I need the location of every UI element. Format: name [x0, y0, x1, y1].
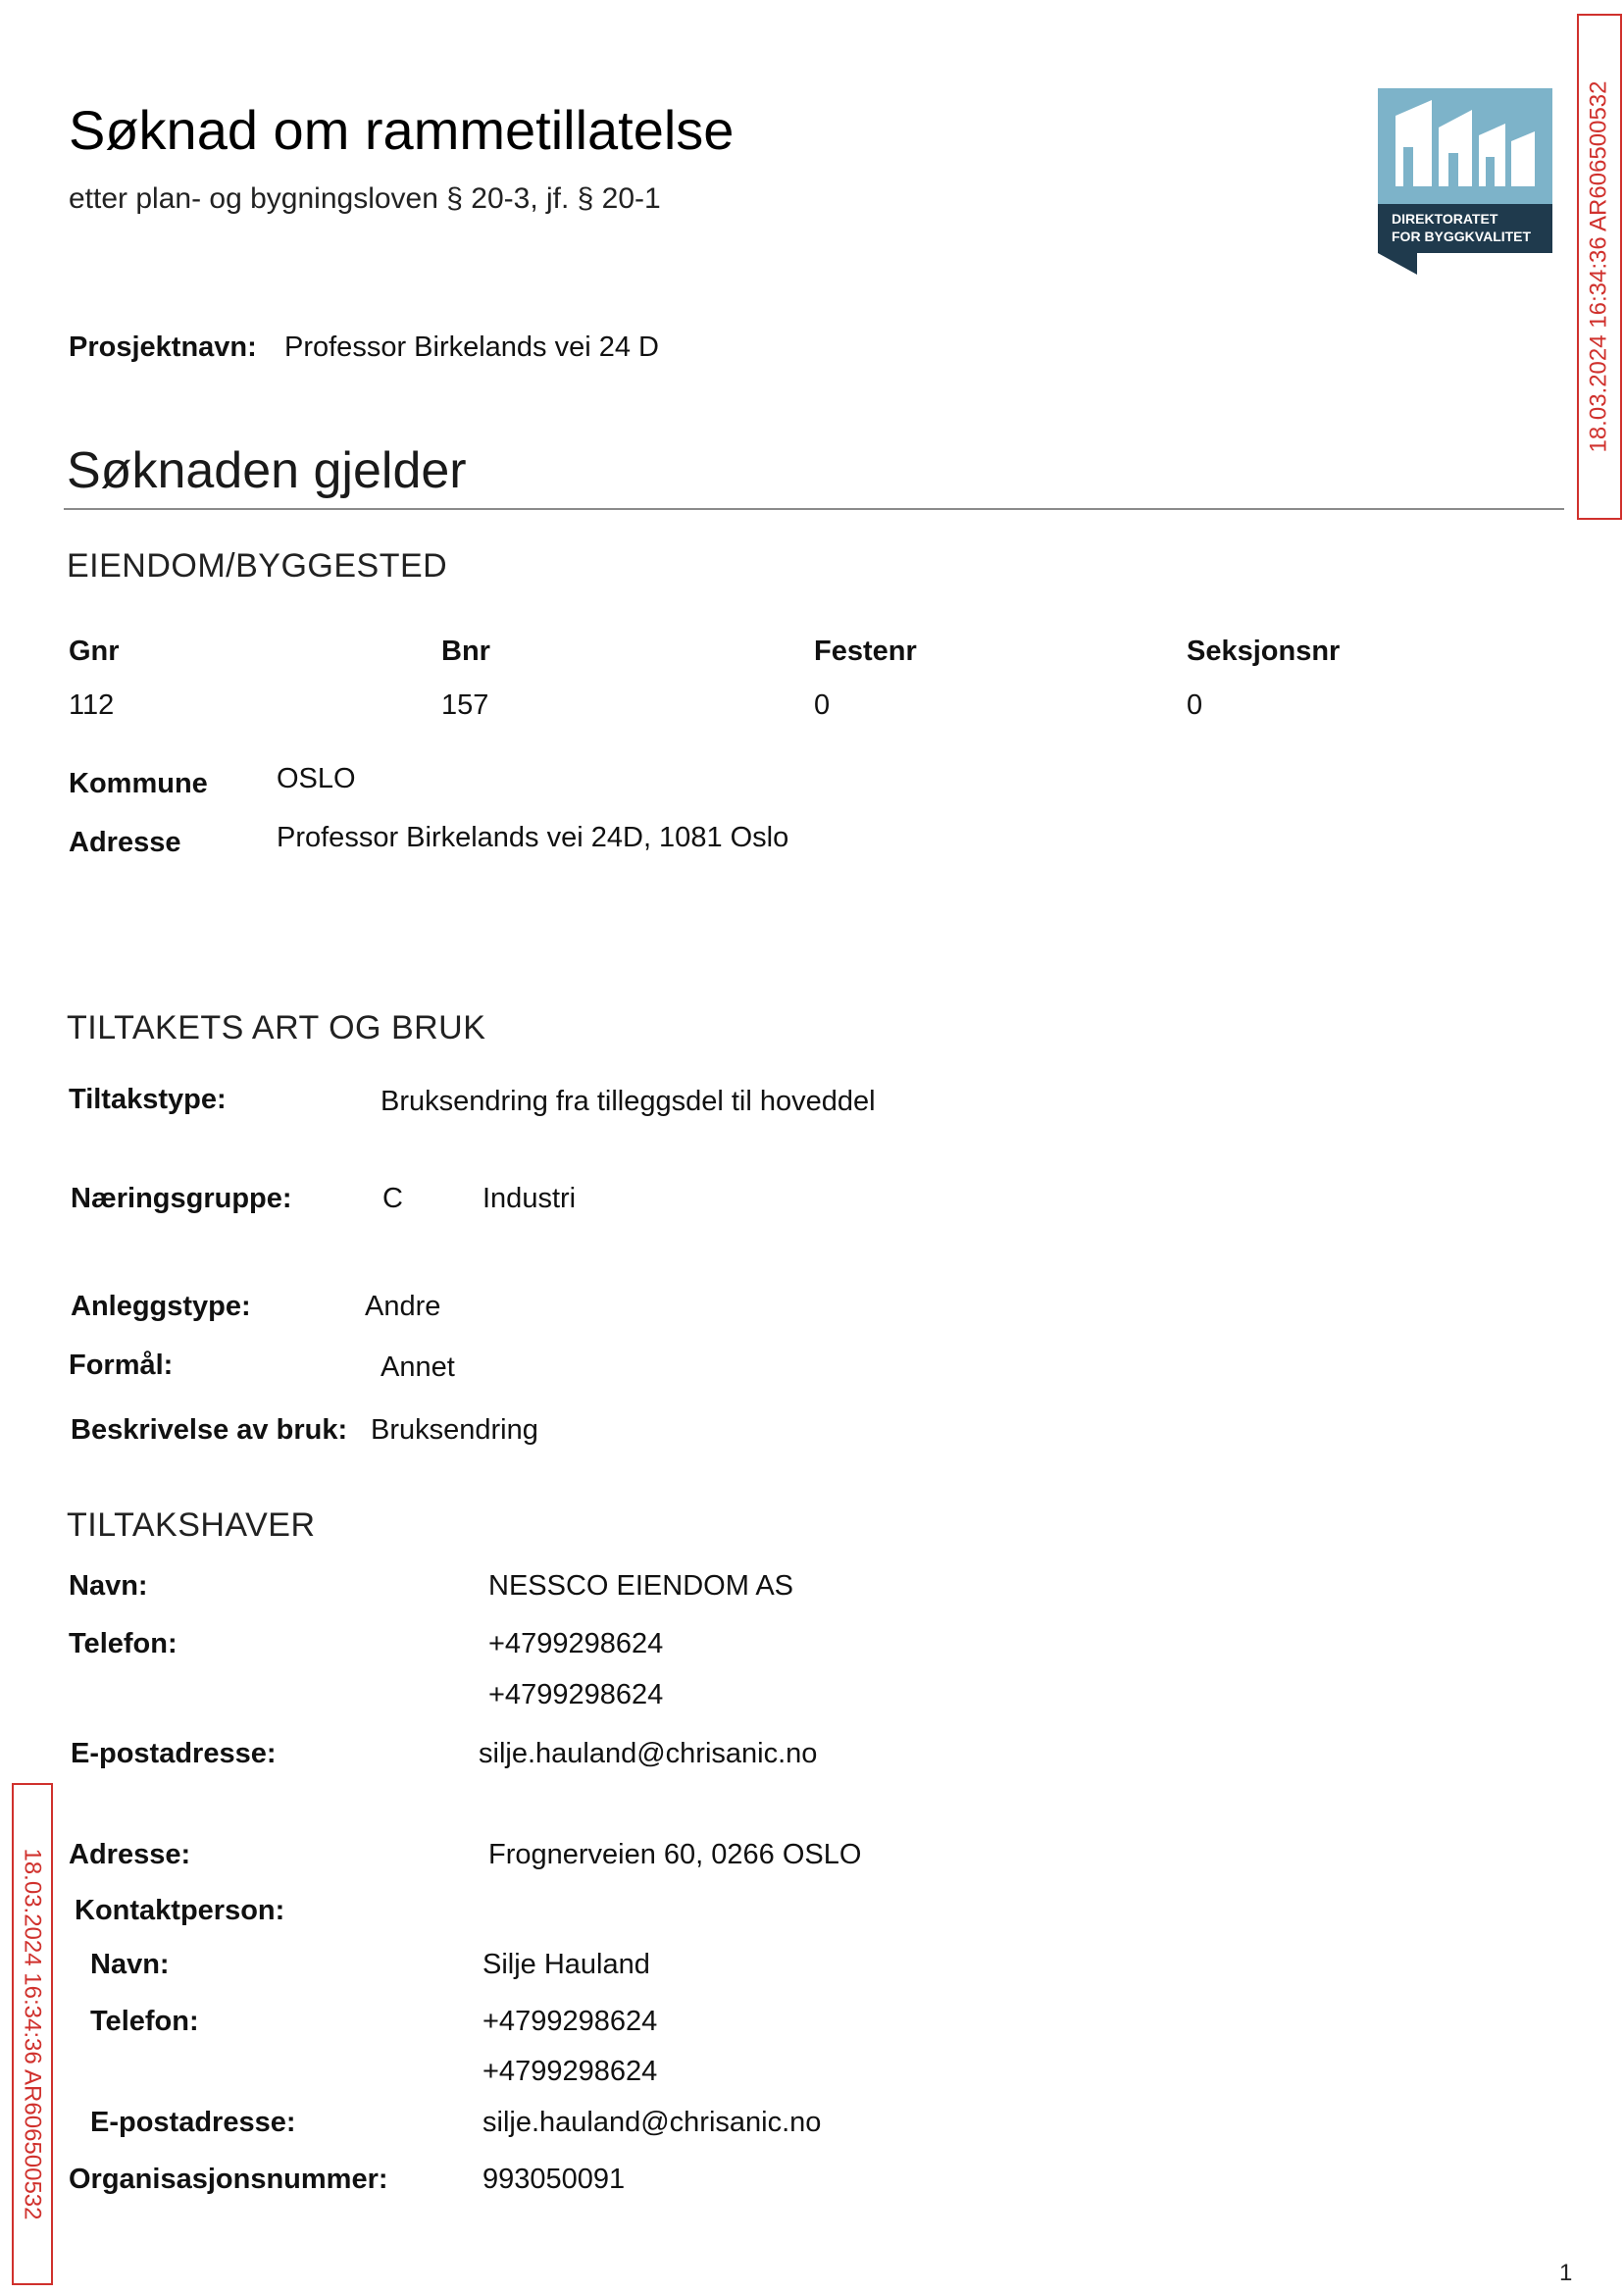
tiltakshaver-navn-value: NESSCO EIENDOM AS [488, 1570, 794, 1602]
archive-stamp-top [1577, 14, 1622, 520]
heading-tiltak: TILTAKETS ART OG BRUK [67, 1009, 486, 1046]
tiltakshaver-telefon-value-2: +4799298624 [488, 1679, 664, 1710]
archive-stamp-top-text: 18.03.2024 16:34:36 AR606500532 [1586, 80, 1612, 453]
formal-label: Formål: [69, 1350, 174, 1381]
logo-text-line2: FOR BYGGKVALITET [1392, 229, 1532, 244]
tiltakshaver-navn-label: Navn: [69, 1570, 148, 1602]
anleggstype-value: Andre [365, 1291, 441, 1322]
heading-tiltakshaver: TILTAKSHAVER [67, 1506, 316, 1544]
section-title: Søknaden gjelder [67, 442, 467, 499]
adresse-label: Adresse [69, 827, 181, 858]
orgnr-value: 993050091 [482, 2164, 626, 2195]
tiltakstype-label: Tiltakstype: [69, 1084, 227, 1115]
orgnr-label: Organisasjonsnummer: [69, 2164, 388, 2195]
bnr-value: 157 [441, 689, 489, 721]
tiltakshaver-adresse-label: Adresse: [69, 1839, 191, 1870]
kontaktperson-telefon-value-2: +4799298624 [482, 2056, 658, 2087]
tiltakshaver-adresse-value: Frognerveien 60, 0266 OSLO [488, 1839, 862, 1870]
gnr-label: Gnr [69, 636, 120, 667]
kontaktperson-telefon-value-1: +4799298624 [482, 2006, 658, 2037]
seksjonsnr-value: 0 [1187, 689, 1203, 721]
tiltakshaver-telefon-label: Telefon: [69, 1628, 178, 1659]
formal-value: Annet [381, 1351, 455, 1383]
tiltakshaver-epost-value: silje.hauland@chrisanic.no [479, 1738, 818, 1769]
kontaktperson-label: Kontaktperson: [75, 1895, 285, 1926]
beskrivelse-label: Beskrivelse av bruk: [71, 1414, 348, 1446]
gnr-value: 112 [69, 689, 115, 721]
page-title: Søknad om rammetillatelse [69, 99, 735, 161]
naeringsgruppe-code: C [382, 1183, 403, 1214]
tiltakstype-value: Bruksendring fra tilleggsdel til hoveddel [381, 1086, 876, 1117]
archive-stamp-bottom-text: 18.03.2024 16:34:36 AR606500532 [20, 1848, 46, 2220]
kommune-value: OSLO [277, 763, 356, 794]
festenr-value: 0 [814, 689, 831, 721]
project-name-value: Professor Birkelands vei 24 D [284, 331, 659, 363]
seksjonsnr-label: Seksjonsnr [1187, 636, 1341, 667]
page-number: 1 [1559, 2260, 1573, 2286]
naeringsgruppe-value: Industri [482, 1183, 577, 1214]
logo-text-line1: DIREKTORATET [1392, 211, 1498, 227]
kontaktperson-telefon-label: Telefon: [90, 2006, 199, 2037]
dibk-logo-graphic [1378, 88, 1552, 275]
kontaktperson-epost-label: E-postadresse: [90, 2107, 296, 2138]
kontaktperson-navn-label: Navn: [90, 1949, 170, 1980]
heading-eiendom: EIENDOM/BYGGESTED [67, 547, 448, 585]
kontaktperson-epost-value: silje.hauland@chrisanic.no [482, 2107, 822, 2138]
archive-stamp-bottom [12, 1783, 53, 2285]
beskrivelse-value: Bruksendring [371, 1414, 538, 1446]
page-subtitle: etter plan- og bygningsloven § 20-3, jf. § 20-1 [69, 182, 661, 215]
dibk-logo [1378, 88, 1552, 275]
festenr-label: Festenr [814, 636, 917, 667]
bnr-label: Bnr [441, 636, 490, 667]
tiltakshaver-epost-label: E-postadresse: [71, 1738, 277, 1769]
section-divider [64, 508, 1564, 510]
kommune-label: Kommune [69, 768, 208, 799]
anleggstype-label: Anleggstype: [71, 1291, 251, 1322]
kontaktperson-navn-value: Silje Hauland [482, 1949, 650, 1980]
tiltakshaver-telefon-value-1: +4799298624 [488, 1628, 664, 1659]
naeringsgruppe-label: Næringsgruppe: [71, 1183, 292, 1214]
project-name-label: Prosjektnavn: [69, 331, 257, 363]
adresse-value: Professor Birkelands vei 24D, 1081 Oslo [277, 822, 789, 853]
